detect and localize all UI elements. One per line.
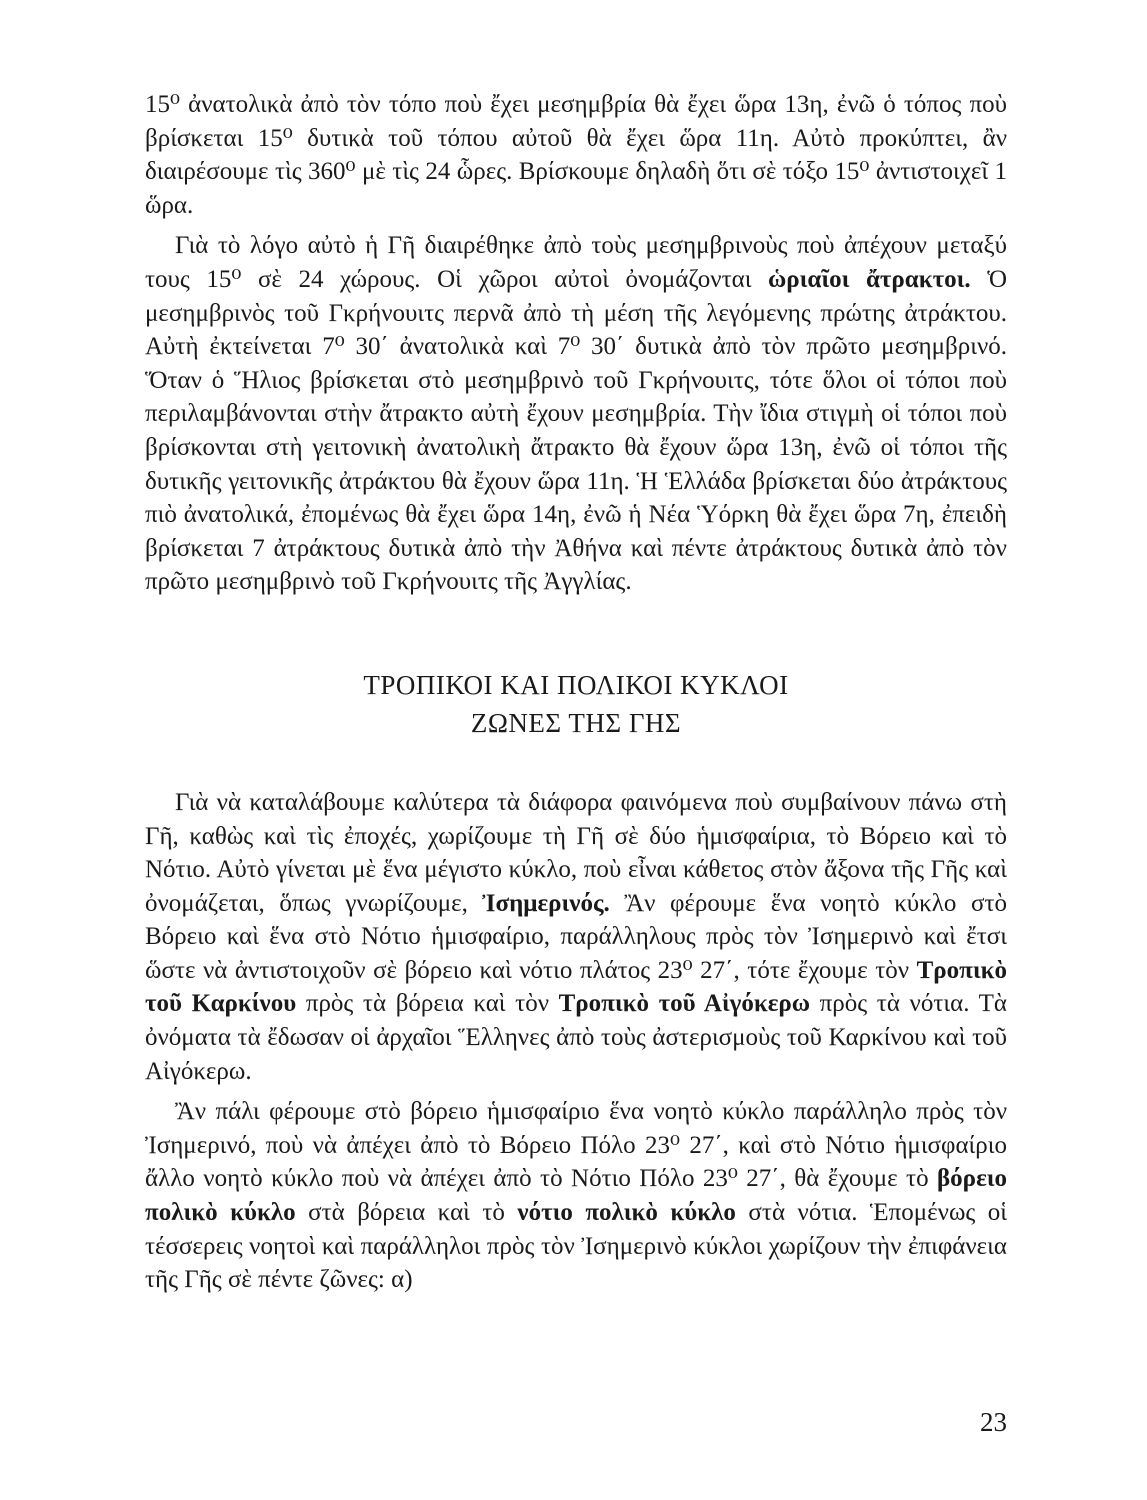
paragraph-3-text-d: πρὸς τὰ νότια. Τὰ ὀνόματα τὰ ἔδωσαν οἱ ἀρχαῖοι Ἕλληνες ἀπὸ τοὺς ἀστερισμοὺς τοῦ Καρκίνου καὶ τοῦ Αἰγόκερω. <box>145 990 1008 1085</box>
page-body <box>145 88 1007 1304</box>
section-title-line-2: ΖΩΝΕΣ ΤΗΣ ΓΗΣ <box>470 707 682 738</box>
term-equator: Ἰσημερινός. <box>482 889 610 917</box>
section-title <box>145 666 1007 742</box>
paragraph-4-text-b: στὰ βόρεια καὶ τὸ <box>295 1199 518 1227</box>
paragraph-1: 15⁰ ἀνατολικὰ ἀπὸ τὸν τόπο ποὺ ἔχει μεσημβρία θὰ ἔχει ὥρα 13η, ἐνῶ ὁ τόπος ποὺ βρίσκεται 15⁰ δυτικὰ τοῦ τόπου αὐτοῦ θὰ ἔχει ὥρα 11η. Αὐτὸ προκύπτει, ἂν διαιρέσουμε τὶς 360⁰ μὲ τὶς 24 ὧρες. Βρίσκουμε δηλαδὴ ὅτι σὲ τόξο 15⁰ ἀντιστοιχεῖ 1 ὥρα. <box>145 91 1007 219</box>
paragraph-4-text-a: Ἂν πάλι φέρουμε στὸ βόρειο ἡμισφαίριο ἕνα νοητὸ κύκλο παράλληλο πρὸς τὸν Ἰσημερινό, ποὺ νὰ ἀπέχει ἀπὸ τὸ Βόρειο Πόλο 23⁰ 27΄, καὶ στὸ Νότιο ἡμισφαίριο ἄλλο νοητὸ κύκλο ποὺ νὰ ἀπέχει ἀπὸ τὸ Νότιο Πόλο 23⁰ 27΄, θὰ ἔχουμε τὸ <box>145 1098 1007 1193</box>
term-tropic-of-capricorn: Τροπικὸ τοῦ Αἰγόκερω <box>558 990 811 1018</box>
section-title-line-1: ΤΡΟΠΙΚΟΙ ΚΑΙ ΠΟΛΙΚΟΙ ΚΥΚΛΟΙ <box>363 669 789 700</box>
paragraph-2-text-a: Γιὰ τὸ λόγο αὐτὸ ἡ Γῆ διαιρέθηκε ἀπὸ τοὺς μεσημβρινοὺς ποὺ ἀπέχουν μεταξύ τους 15⁰ σὲ 24 χώρους. Οἱ χῶροι αὐτοὶ ὀνομάζονται <box>145 232 1007 293</box>
paragraph-4-text-c: στὰ νότια. Ἑπομένως οἱ τέσσερεις νοητοὶ καὶ παράλληλοι πρὸς τὸν Ἰσημερινὸ κύκλοι χωρίζουν τὴν ἐπιφάνεια τῆς Γῆς σὲ πέντε ζῶνες: α) <box>145 1199 1008 1294</box>
paragraph-3-text-a: Γιὰ νὰ καταλάβουμε καλύτερα τὰ διάφορα φαινόμενα ποὺ συμβαίνουν πάνω στὴ Γῆ, καθὼς καὶ τὶς ἐποχές, χωρίζουμε τὴ Γῆ σὲ δύο ἡμισφαίρια, τὸ Βόρειο καὶ τὸ Νότιο. Αὐτὸ γίνεται μὲ ἕνα μέγιστο κύκλο, ποὺ εἶναι κάθετος στὸν ἄξονα τῆς Γῆς καὶ ὀνομάζεται, ὅπως γνωρίζουμε, <box>145 788 1007 917</box>
term-antarctic-circle: νότιο πολικὸ κύκλο <box>517 1199 736 1227</box>
term-time-zones: ὡριαῖοι ἄτρακτοι. <box>768 265 971 293</box>
page-number: 23 <box>980 1407 1007 1437</box>
paragraph-4 <box>145 1095 1007 1297</box>
term-arctic-circle: βόρειο πολικὸ κύκλο <box>145 1165 1007 1227</box>
paragraph-2 <box>145 229 1007 599</box>
term-tropic-of-cancer: Τροπικὸ τοῦ Καρκίνου <box>145 956 1007 1018</box>
paragraph-3-text-b: Ἂν φέρουμε ἕνα νοητὸ κύκλο στὸ Βόρειο καὶ ἕνα στὸ Νότιο ἡμισφαίριο, παράλληλους πρὸς τὸν Ἰσημερινὸ καὶ ἔτσι ὥστε νὰ ἀντιστοιχοῦν σὲ βόρειο καὶ νότιο πλάτος 23⁰ 27΄, τότε ἔχουμε τὸν <box>145 889 1007 984</box>
paragraph-2-text-b: Ὁ μεσημβρινὸς τοῦ Γκρήνουιτς περνᾶ ἀπὸ τὴ μέση τῆς λεγόμενης πρώτης ἀτράκτου. Αὐτὴ ἐκτείνεται 7⁰ 30΄ ἀνατολικὰ καὶ 7⁰ 30΄ δυτικὰ ἀπὸ τὸν πρῶτο μεσημβρινό. Ὅταν ὁ Ἥλιος βρίσκεται στὸ μεσημβρινὸ τοῦ Γκρήνουιτς, τότε ὅλοι οἱ τόποι ποὺ περιλαμβάνονται στὴν ἄτρακτο αὐτὴ ἔχουν μεσημβρία. Τὴν ἴδια στιγμὴ οἱ τόποι ποὺ βρίσκονται στὴ γειτονικὴ ἀνατολικὴ ἄτρακτο θὰ ἔχουν ὥρα 13η, ἐνῶ οἱ τόποι τῆς δυτικῆς γειτονικῆς ἀτράκτου θὰ ἔχουν ὥρα 11η. Ἡ Ἑλλάδα βρίσκεται δύο ἀτράκτους πιὸ ἀνατολικά, ἐπομένως θὰ ἔχει ὥρα 14η, ἐνῶ ἡ Νέα Ὑόρκη θὰ ἔχει ὥρα 7η, ἐπειδὴ βρίσκεται 7 ἀτράκτους δυτικὰ ἀπὸ τὴν Ἀθήνα καὶ πέντε ἀτράκτους δυτικὰ ἀπὸ τὸν πρῶτο μεσημβρινὸ τοῦ Γκρήνουιτς τῆς Ἀγγλίας. <box>145 265 1008 596</box>
paragraph-3 <box>145 786 1007 1088</box>
paragraph-3-text-c: πρὸς τὰ βόρεια καὶ τὸν <box>296 990 559 1018</box>
